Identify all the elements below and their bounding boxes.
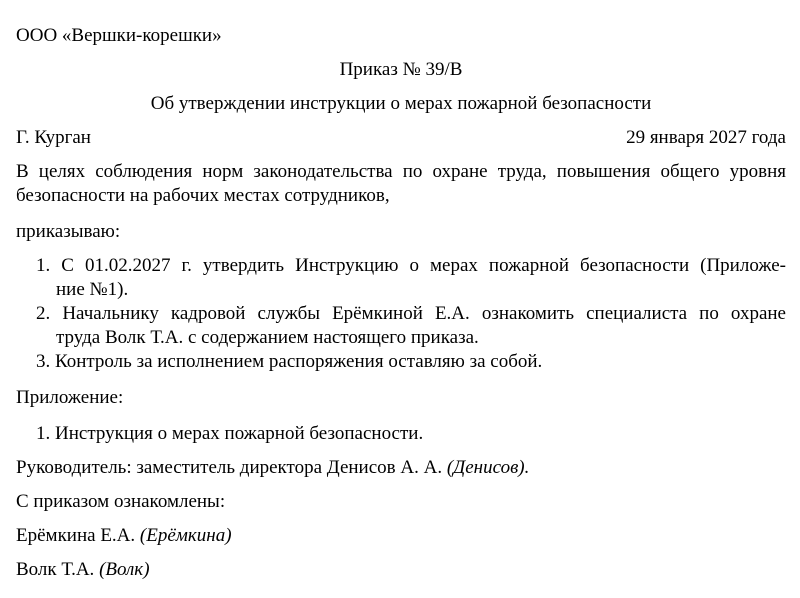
order-item-2-text-1: Начальнику кадровой службы Ерёмкиной Е.А. ознакомить специалиста по охране — [62, 303, 786, 324]
appendix-item-1-text: Инструкция о мерах пожарной безопасности. — [55, 423, 424, 444]
order-item-1-line-1 — [36, 254, 786, 278]
acquainted-label: С приказом ознакомлены: — [16, 491, 226, 512]
order-item-2-number: 2. — [36, 303, 51, 324]
head-signature: (Денисов). — [446, 457, 530, 478]
person-2-name: Волк Т.А. — [16, 559, 95, 580]
order-item-1-number: 1. — [36, 255, 51, 276]
order-word: приказываю: — [16, 221, 121, 242]
preamble-line-1: В целях соблюдения норм законодательства по охране труда, повышения общего уровня — [16, 161, 786, 182]
appendix-label: Приложение: — [16, 387, 124, 408]
person-1-signature: (Ерёмкина) — [139, 525, 232, 546]
person-2-signature: (Волк) — [99, 559, 150, 580]
order-item-3-line-1 — [36, 350, 542, 374]
order-item-3-text-1: Контроль за исполнением распоряжения оставляю за собой. — [55, 351, 543, 372]
acquainted-person-2 — [16, 558, 150, 582]
order-city: Г. Курган — [16, 127, 91, 148]
appendix-item-1-number: 1. — [36, 423, 51, 444]
preamble-line-2: безопасности на рабочих местах сотрудников, — [16, 185, 390, 206]
order-subject: Об утверждении инструкции о мерах пожарной безопасности — [150, 93, 652, 114]
order-item-1-text-1: С 01.02.2027 г. утвердить Инструкцию о мерах пожарной безопасности (Приложе- — [61, 255, 786, 276]
order-item-3-number: 3. — [36, 351, 51, 372]
order-date: 29 января 2027 года — [626, 127, 786, 148]
order-item-2-line-1 — [36, 302, 786, 326]
head-text: Руководитель: заместитель директора Денисов А. А. — [16, 457, 443, 478]
order-item-2-line-2: труда Волк Т.А. с содержанием настоящего приказа. — [56, 327, 479, 348]
order-item-1-line-2: ние №1). — [56, 279, 129, 300]
document-page — [16, 0, 786, 598]
head-signature-line — [16, 456, 529, 480]
appendix-item-1 — [36, 422, 423, 446]
organization-name: ООО «Вершки-корешки» — [16, 25, 222, 46]
order-title: Приказ № 39/В — [339, 59, 463, 80]
acquainted-person-1 — [16, 524, 232, 548]
person-1-name: Ерёмкина Е.А. — [16, 525, 136, 546]
